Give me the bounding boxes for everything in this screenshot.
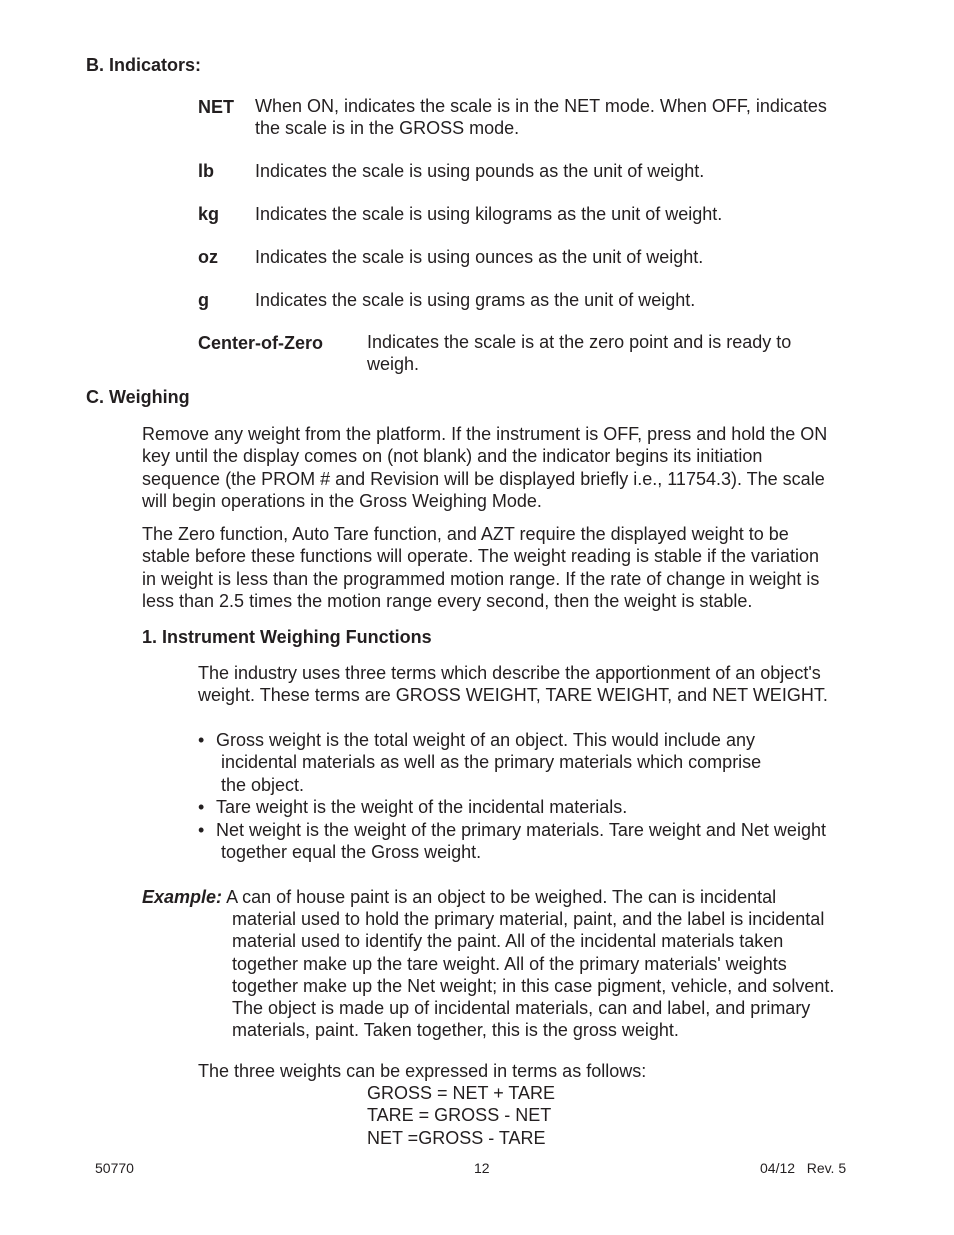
example-text: A can of house paint is an object to be weighed. The can is incidental — [226, 887, 777, 907]
bullet-line: the object. — [221, 774, 305, 795]
paragraph-line: The industry uses three terms which describe the apportionment of an object's — [198, 663, 821, 683]
example-label: Example: — [142, 887, 223, 907]
indicator-term-net: NET — [198, 97, 234, 117]
bullet-marker: • — [198, 820, 205, 840]
bullet-net-weight — [216, 819, 826, 864]
indicator-desc-net — [255, 95, 827, 140]
paragraph-line: key until the display comes on (not blank) and the indicator begins its initiation — [142, 446, 763, 467]
section-c-heading: C. Weighing — [86, 387, 190, 407]
paragraph-line: less than 2.5 times the motion range every second, then the weight is stable. — [142, 590, 753, 611]
bullet-line: Gross weight is the total weight of an object. This would include any — [216, 730, 755, 750]
indicator-desc-center-of-zero — [367, 331, 791, 376]
example-line: material used to identify the paint. All of the incidental materials taken — [232, 931, 784, 952]
bullet-line: Net weight is the weight of the primary materials. Tare weight and Net weight — [216, 820, 826, 840]
indicator-desc-line: When ON, indicates the scale is in the NET mode. When OFF, indicates — [255, 96, 827, 116]
footer-revision: 04/12 Rev. 5 — [760, 1160, 847, 1176]
indicator-term-lb: lb — [198, 161, 214, 181]
bullet-marker: • — [198, 797, 205, 817]
indicator-desc-line: the scale is in the GROSS mode. — [255, 118, 520, 139]
formula-gross: GROSS = NET + TARE — [367, 1083, 556, 1103]
example-paragraph — [232, 908, 834, 1042]
indicator-desc-line: Indicates the scale is at the zero point and is ready to — [367, 332, 792, 352]
formula-net: NET =GROSS - TARE — [367, 1127, 546, 1148]
example-first-line — [142, 887, 776, 908]
paragraph-line: in weight is less than the programmed motion range. If the rate of change in weight is — [142, 568, 820, 589]
paragraph-line: stable before these functions will operate. The weight reading is stable if the variation — [142, 546, 820, 567]
paragraph-line: sequence (the PROM # and Revision will be displayed briefly i.e., 11754.3). The scale — [142, 468, 825, 489]
formulas-list — [367, 1082, 555, 1149]
footer-doc-number: 50770 — [95, 1160, 134, 1176]
formulas-intro: The three weights can be expressed in terms as follows: — [198, 1061, 647, 1081]
bullet-marker: • — [198, 730, 205, 750]
bullet-line: together equal the Gross weight. — [221, 842, 482, 863]
paragraph-line: Remove any weight from the platform. If the instrument is OFF, press and hold the ON — [142, 424, 828, 444]
example-line: together make up the Net weight; in this case pigment, vehicle, and solvent. — [232, 975, 835, 996]
weighing-paragraph-1 — [142, 423, 827, 512]
paragraph-line: will begin operations in the Gross Weighing Mode. — [142, 490, 542, 511]
bullet-line: Tare weight is the weight of the incidental materials. — [216, 797, 628, 817]
indicator-term-kg: kg — [198, 204, 220, 224]
indicator-desc-line: weigh. — [367, 354, 420, 375]
section-b-heading: B. Indicators: — [86, 55, 202, 75]
formula-tare: TARE = GROSS - NET — [367, 1105, 552, 1126]
bullet-tare-weight — [216, 796, 627, 818]
indicator-term-center-of-zero: Center-of-Zero — [198, 333, 323, 353]
indicator-desc-g: Indicates the scale is using grams as the unit of weight. — [255, 290, 696, 310]
weighing-paragraph-2 — [142, 523, 819, 612]
indicator-term-g: g — [198, 290, 209, 310]
footer-page-number: 12 — [474, 1160, 490, 1176]
example-line: materials, paint. Taken together, this is the gross weight. — [232, 1020, 679, 1041]
bullet-gross-weight — [216, 729, 761, 796]
bullet-line: incidental materials as well as the primary materials which comprise — [221, 752, 762, 773]
indicator-desc-kg: Indicates the scale is using kilograms as the unit of weight. — [255, 204, 723, 224]
indicator-desc-lb: Indicates the scale is using pounds as the unit of weight. — [255, 161, 705, 181]
instrument-weighing-functions-heading: 1. Instrument Weighing Functions — [142, 627, 432, 647]
weights-intro-paragraph — [198, 662, 828, 707]
indicator-desc-oz: Indicates the scale is using ounces as the unit of weight. — [255, 247, 704, 267]
indicator-term-oz: oz — [198, 247, 218, 267]
example-line: The object is made up of incidental materials, can and label, and primary — [232, 998, 811, 1019]
paragraph-line: The Zero function, Auto Tare function, and AZT require the displayed weight to be — [142, 524, 789, 544]
example-line: together make up the tare weight. All of the primary materials' weights — [232, 953, 787, 974]
example-line: material used to hold the primary material, paint, and the label is incidental — [232, 909, 825, 929]
paragraph-line: weight. These terms are GROSS WEIGHT, TARE WEIGHT, and NET WEIGHT. — [198, 685, 828, 706]
